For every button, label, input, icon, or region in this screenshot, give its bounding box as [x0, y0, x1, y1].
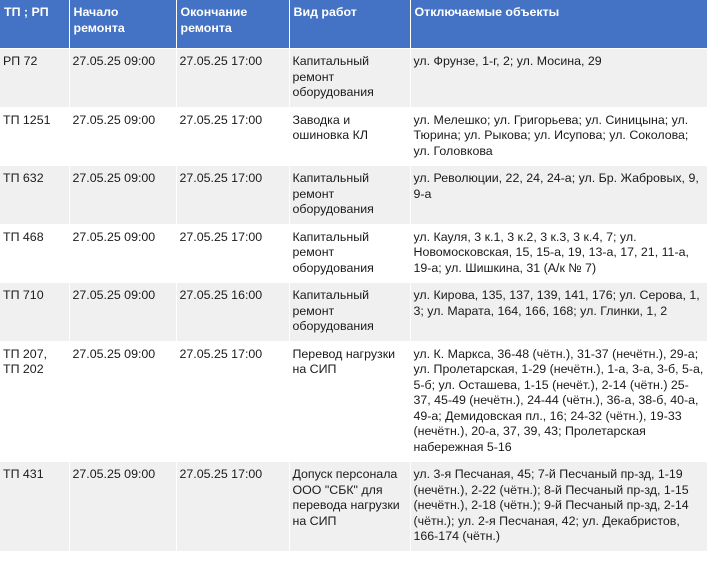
cell-start: 27.05.25 09:00	[69, 107, 176, 166]
cell-objects: ул. Фрунзе, 1-г, 2; ул. Мосина, 29	[410, 49, 707, 108]
header-end: Окончание ремонта	[176, 0, 289, 49]
cell-end: 27.05.25 17:00	[176, 462, 289, 552]
cell-end: 27.05.25 16:00	[176, 283, 289, 342]
cell-objects: ул. Кирова, 135, 137, 139, 141, 176; ул. Серова, 1, 3; ул. Марата, 164, 166, 168; ул. Глинки, 1, 2	[410, 283, 707, 342]
table-row	[0, 462, 707, 552]
cell-objects: ул. К. Маркса, 36-48 (чётн.), 31-37 (нечётн.), 29-а; ул. Пролетарская, 1-29 (нечётн.), 1-а, 3-а, 3-б, 5-а, 5-б; ул. Осташева, 1-15 (нечёт.), 2-14 (чётн.) 25-37, 45-49 (нечётн.), 24-44 (чётн.), 36-а, 38-б, 40-а, 49-а; Демидовская пл., 16; 24-32 (чётн.), 19-33 (нечётн.), 20-а, 37, 39, 43; Пролетарская набережная 5-16	[410, 341, 707, 462]
cell-start: 27.05.25 09:00	[69, 283, 176, 342]
header-start: Начало ремонта	[69, 0, 176, 49]
cell-work: Капитальный ремонт оборудования	[289, 49, 410, 108]
cell-objects: ул. Кауля, 3 к.1, 3 к.2, 3 к.3, 3 к.4, 7; ул. Новомосковская, 15, 15-а, 19, 13-а, 17, 21, 11-а, 19-а; ул. Шишкина, 31 (А/к № 7)	[410, 224, 707, 283]
cell-work: Капитальный ремонт оборудования	[289, 283, 410, 342]
cell-end: 27.05.25 17:00	[176, 49, 289, 108]
cell-objects: ул. Революции, 22, 24, 24-а; ул. Бр. Жабровых, 9, 9-а	[410, 166, 707, 225]
table-row	[0, 224, 707, 283]
cell-work: Перевод нагрузки на СИП	[289, 341, 410, 462]
cell-work: Заводка и ошиновка КЛ	[289, 107, 410, 166]
cell-start: 27.05.25 09:00	[69, 224, 176, 283]
table-row	[0, 283, 707, 342]
cell-tp: ТП 468	[0, 224, 69, 283]
cell-work: Допуск персонала ООО "СБК" для перевода нагрузки на СИП	[289, 462, 410, 552]
table-row	[0, 341, 707, 462]
header-work: Вид работ	[289, 0, 410, 49]
cell-work: Капитальный ремонт оборудования	[289, 224, 410, 283]
cell-tp: РП 72	[0, 49, 69, 108]
table-row	[0, 107, 707, 166]
cell-objects: ул. Мелешко; ул. Григорьева; ул. Синицына; ул. Тюрина; ул. Рыкова; ул. Исупова; ул. Соколова; ул. Головкова	[410, 107, 707, 166]
header-objects: Отключаемые объекты	[410, 0, 707, 49]
cell-end: 27.05.25 17:00	[176, 166, 289, 225]
cell-tp: ТП 632	[0, 166, 69, 225]
cell-tp: ТП 207, ТП 202	[0, 341, 69, 462]
cell-end: 27.05.25 17:00	[176, 107, 289, 166]
header-tp: ТП ; РП	[0, 0, 69, 49]
cell-start: 27.05.25 09:00	[69, 341, 176, 462]
cell-tp: ТП 431	[0, 462, 69, 552]
table-row	[0, 166, 707, 225]
cell-tp: ТП 710	[0, 283, 69, 342]
cell-objects: ул. 3-я Песчаная, 45; 7-й Песчаный пр-зд, 1-19 (нечётн.), 2-22 (чётн.); 8-й Песчаный пр-зд, 1-15 (нечётн.), 2-18 (чётн.); 9-й Песчаный пр-зд, 2-14 (чётн.); ул. 2-я Песчаная, 42; ул. Декабристов, 166-174 (чётн.)	[410, 462, 707, 552]
cell-start: 27.05.25 09:00	[69, 49, 176, 108]
table-row	[0, 49, 707, 108]
table-header-row	[0, 0, 707, 49]
cell-end: 27.05.25 17:00	[176, 224, 289, 283]
cell-start: 27.05.25 09:00	[69, 166, 176, 225]
cell-work: Капитальный ремонт оборудования	[289, 166, 410, 225]
cell-start: 27.05.25 09:00	[69, 462, 176, 552]
cell-tp: ТП 1251	[0, 107, 69, 166]
cell-end: 27.05.25 17:00	[176, 341, 289, 462]
